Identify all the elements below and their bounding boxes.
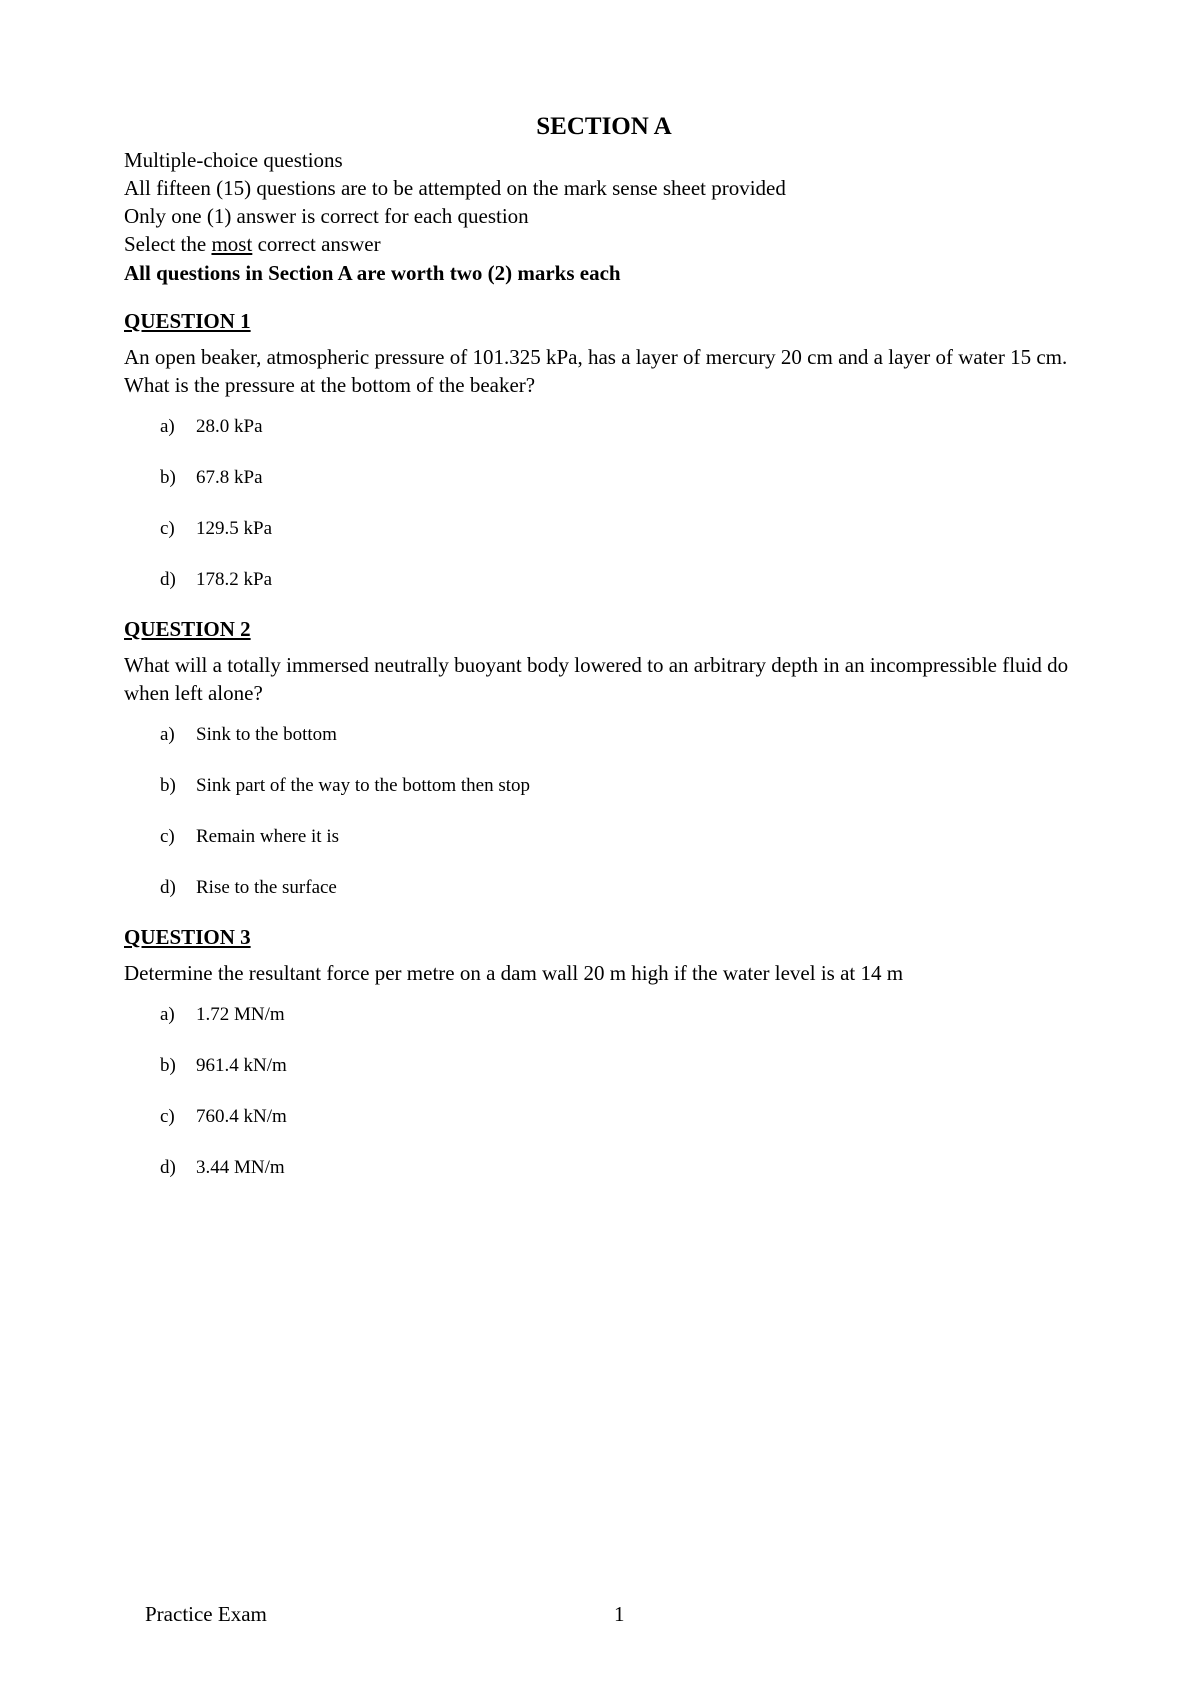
option-letter: a) [160, 416, 175, 437]
instruction-line: Only one (1) answer is correct for each question [124, 204, 529, 228]
option-letter: b) [160, 1055, 176, 1076]
select-emphasis: most [211, 232, 253, 256]
option-text: 3.44 MN/m [196, 1157, 285, 1178]
option-letter: b) [160, 467, 176, 488]
option-a [160, 415, 1084, 466]
footer-label: Practice Exam [145, 1602, 267, 1626]
instruction-line: Multiple-choice questions [124, 148, 343, 172]
option-text: Remain where it is [196, 826, 339, 847]
instruction-select-line [124, 230, 1084, 258]
option-d [160, 568, 1084, 619]
question-text: An open beaker, atmospheric pressure of 101.325 kPa, has a layer of mercury 20 cm and a layer of water 15 cm. What is the pressure at the bottom of the beaker? [124, 345, 1068, 397]
option-text: 961.4 kN/m [196, 1055, 287, 1076]
option-list [124, 415, 1084, 619]
instruction-line: All fifteen (15) questions are to be attempted on the mark sense sheet provided [124, 176, 786, 200]
option-list [124, 1003, 1084, 1207]
question-heading: QUESTION 1 [124, 309, 251, 333]
option-text: 1.72 MN/m [196, 1004, 285, 1025]
select-prefix: Select the [124, 232, 212, 256]
option-c [160, 1105, 1084, 1156]
option-c [160, 517, 1084, 568]
option-letter: a) [160, 724, 175, 745]
option-text: 129.5 kPa [196, 518, 272, 539]
option-text: Rise to the surface [196, 877, 337, 898]
option-list [124, 723, 1084, 927]
option-letter: c) [160, 1106, 175, 1127]
option-letter: d) [160, 877, 176, 898]
question-text: Determine the resultant force per metre on a dam wall 20 m high if the water level is at 14 m [124, 961, 904, 985]
question-1 [124, 307, 1084, 619]
option-d [160, 1156, 1084, 1207]
question-text: What will a totally immersed neutrally buoyant body lowered to an arbitrary depth in an incompressible fluid do when left alone? [124, 653, 1069, 705]
question-heading: QUESTION 2 [124, 617, 251, 641]
option-text: 760.4 kN/m [196, 1106, 287, 1127]
option-a [160, 1003, 1084, 1054]
select-suffix: correct answer [252, 232, 381, 256]
option-letter: d) [160, 569, 176, 590]
option-c [160, 825, 1084, 876]
option-text: 28.0 kPa [196, 416, 263, 437]
option-text: Sink part of the way to the bottom then stop [196, 775, 531, 796]
option-d [160, 876, 1084, 927]
question-heading: QUESTION 3 [124, 925, 251, 949]
option-text: Sink to the bottom [196, 724, 337, 745]
option-b [160, 774, 1084, 825]
option-letter: a) [160, 1004, 175, 1025]
option-letter: c) [160, 826, 175, 847]
page-number: 1 [614, 1602, 625, 1626]
question-2 [124, 615, 1084, 927]
option-letter: b) [160, 775, 176, 796]
page-content [124, 112, 1084, 1207]
option-b [160, 466, 1084, 517]
option-a [160, 723, 1084, 774]
option-letter: c) [160, 518, 175, 539]
question-3 [124, 923, 1084, 1207]
option-b [160, 1054, 1084, 1105]
option-letter: d) [160, 1157, 176, 1178]
section-title: SECTION A [536, 113, 672, 140]
option-text: 178.2 kPa [196, 569, 272, 590]
option-text: 67.8 kPa [196, 467, 263, 488]
marks-note: All questions in Section A are worth two (2) marks each [124, 261, 621, 285]
